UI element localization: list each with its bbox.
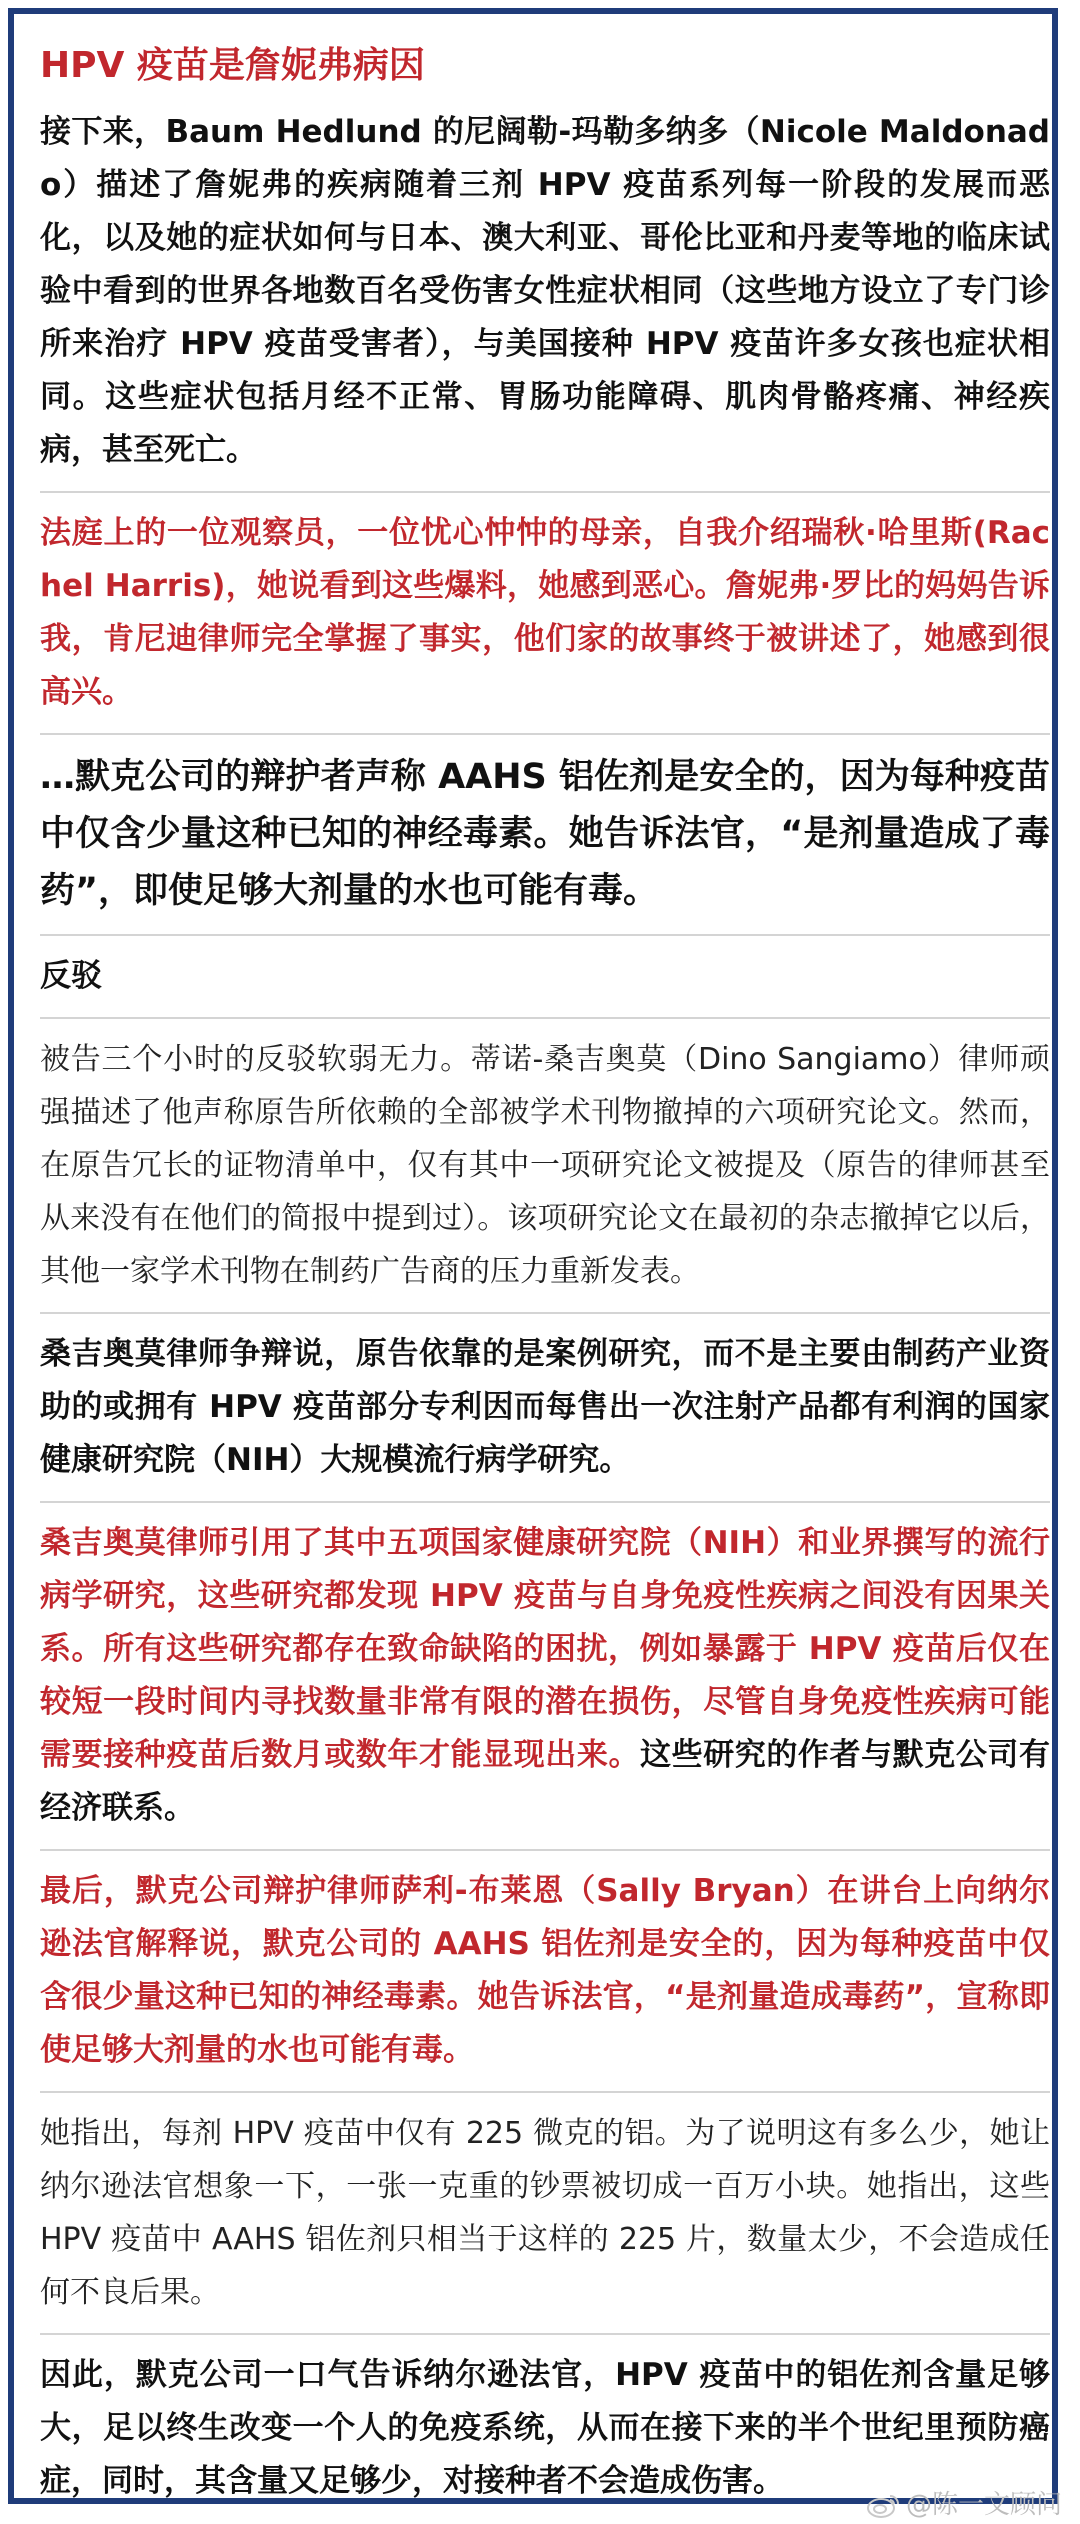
paragraph-epidemiology bbox=[40, 1517, 1050, 1835]
document-frame bbox=[8, 8, 1058, 2504]
divider bbox=[40, 491, 1050, 493]
weibo-logo-icon bbox=[866, 2492, 900, 2518]
divider bbox=[40, 1501, 1050, 1503]
paragraph-symptoms: 接下来，Baum Hedlund 的尼阔勒-玛勒多纳多（Nicole Maldonado）描述了詹妮弗的疾病随着三剂 HPV 疫苗系列每一阶段的发展而恶化，以及她的症状如何与日本、澳大利亚、哥伦比亚和丹麦等地的临床试验中看到的世界各地数百名受伤害女性症状相同（这些地方设立了专门诊所来治疗 HPV 疫苗受害者），与美国接种 HPV 疫苗许多女孩也症状相同。这些症状包括月经不正常、胃肠功能障碍、肌肉骨骼疼痛、神经疾病，甚至死亡。 bbox=[40, 114, 1050, 468]
section-heading-rebuttal: 反驳 bbox=[40, 958, 102, 994]
divider bbox=[40, 1312, 1050, 1314]
paragraph-epidemiology-red: 桑吉奥莫律师引用了其中五项国家健康研究院（NIH）和业界撰写的流行病学研究，这些研究都发现 HPV 疫苗与自身免疫性疾病之间没有因果关系。所有这些研究都存在致命缺陷的困扰，例如暴露于 HPV 疫苗后仅在较短一段时间内寻找数量非常有限的潜在损伤，尽管自身免疫性疾病可能需要接种疫苗后数月或数年才能显现出来。 bbox=[40, 1525, 1050, 1773]
paragraph-case-studies: 桑吉奥莫律师争辩说，原告依靠的是案例研究，而不是主要由制药产业资助的或拥有 HPV 疫苗部分专利因而每售出一次注射产品都有利润的国家健康研究院（NIH）大规模流行病学研究。 bbox=[40, 1336, 1050, 1478]
paragraph-epidemiology-black: 这些研究的作者与默克公司有经济联系。 bbox=[40, 1737, 1050, 1826]
divider bbox=[40, 733, 1050, 735]
paragraph-aluminum-amount: 她指出，每剂 HPV 疫苗中仅有 225 微克的铝。为了说明这有多么少，她让纳尔逊法官想象一下，一张一克重的钞票被切成一百万小块。她指出，这些 HPV 疫苗中 AAHS 铝佐剂只相当于这样的 225 片，数量太少，不会造成任何不良后果。 bbox=[40, 2116, 1050, 2310]
paragraph-observer: 法庭上的一位观察员，一位忧心忡忡的母亲，自我介绍瑞秋·哈里斯(Rachel Harris)，她说看到这些爆料，她感到恶心。詹妮弗·罗比的妈妈告诉我，肯尼迪律师完全掌握了事实，他们家的故事终于被讲述了，她感到很高兴。 bbox=[40, 515, 1050, 710]
paragraph-conclusion: 因此，默克公司一口气告诉纳尔逊法官，HPV 疫苗中的铝佐剂含量足够大，足以终生改变一个人的免疫系统，从而在接下来的半个世纪里预防癌症，同时，其含量又足够少，对接种者不会造成伤害。 bbox=[40, 2357, 1050, 2499]
paragraph-merck-defense: …默克公司的辩护者声称 AAHS 铝佐剂是安全的，因为每种疫苗中仅含少量这种已知的神经毒素。她告诉法官，“是剂量造成了毒药”，即使足够大剂量的水也可能有毒。 bbox=[40, 757, 1050, 911]
paragraph-rebuttal: 被告三个小时的反驳软弱无力。蒂诺-桑吉奥莫（Dino Sangiamo）律师顽强描述了他声称原告所依赖的全部被学术刊物撤掉的六项研究论文。然而，在原告冗长的证物清单中，仅有其中一项研究论文被提及（原告的律师甚至从来没有在他们的简报中提到过）。该项研究论文在最初的杂志撤掉它以后，其他一家学术刊物在制药广告商的压力重新发表。 bbox=[40, 1042, 1050, 1289]
divider bbox=[40, 934, 1050, 936]
watermark-text: @陈一文顾问 bbox=[905, 2490, 1062, 2520]
document-title: HPV 疫苗是詹妮弗病因 bbox=[40, 45, 425, 86]
document-content bbox=[40, 40, 1050, 2508]
divider bbox=[40, 2091, 1050, 2093]
paragraph-sally-bryan: 最后，默克公司辩护律师萨利-布莱恩（Sally Bryan）在讲台上向纳尔逊法官解释说，默克公司的 AAHS 铝佐剂是安全的，因为每种疫苗中仅含很少量这种已知的神经毒素。她告诉法官，“是剂量造成毒药”，宣称即使足够大剂量的水也可能有毒。 bbox=[40, 1873, 1050, 2068]
watermark bbox=[866, 2488, 1062, 2522]
divider bbox=[40, 2333, 1050, 2335]
divider bbox=[40, 1017, 1050, 1019]
divider bbox=[40, 1849, 1050, 1851]
